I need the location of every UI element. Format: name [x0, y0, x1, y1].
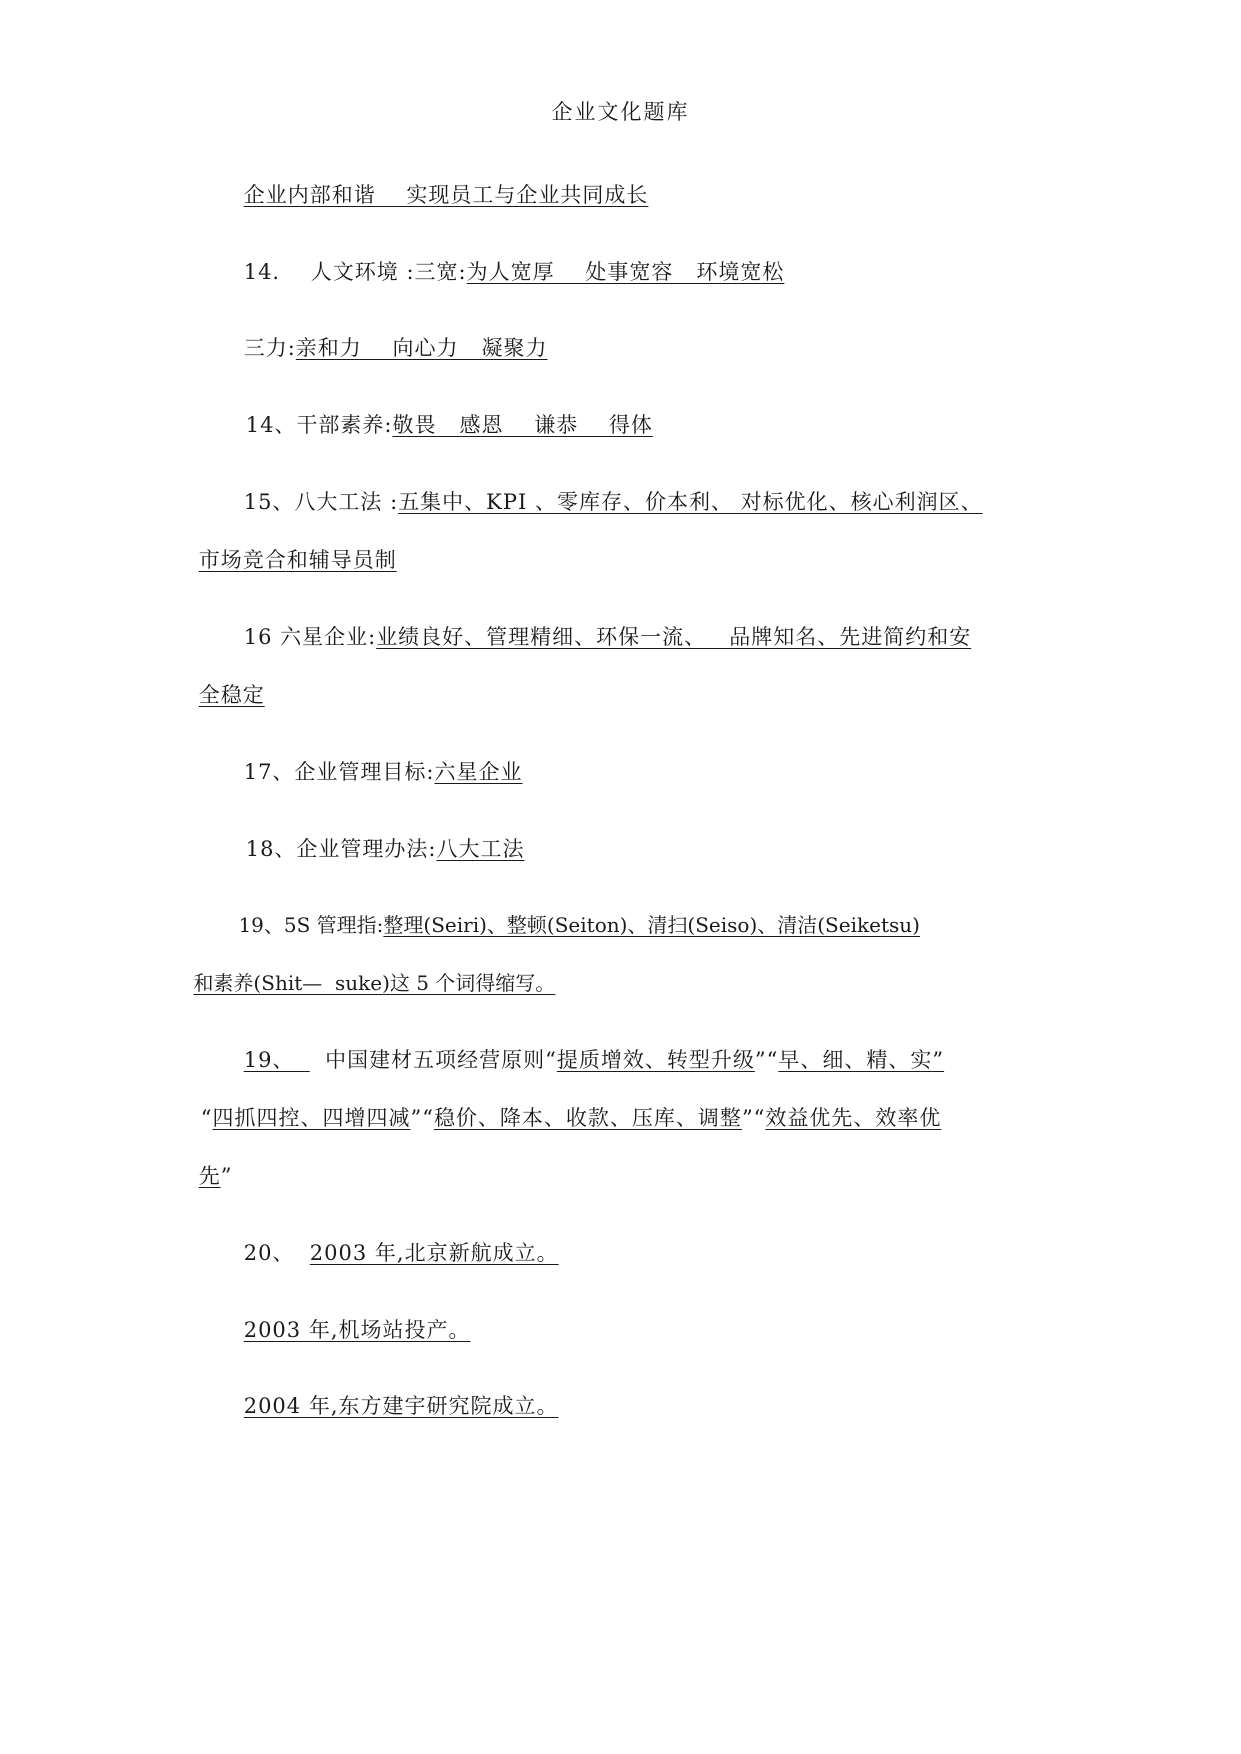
answer-text: 企业内部和谐 实现员工与企业共同成长: [243, 183, 649, 207]
answer-text: 六星企业: [434, 760, 523, 784]
quote-mark: ”: [932, 1048, 945, 1072]
text-line: [213, 1361, 559, 1451]
quote-mark: ”“: [754, 1048, 779, 1072]
question-label: 17、企业管理目标:: [243, 760, 435, 784]
answer-text: 五集中、KPI 、零库存、价本利、 对标优化、核心利润区、: [398, 490, 983, 514]
quote-mark: ”“: [410, 1106, 434, 1130]
answer-text: 先: [198, 1164, 221, 1188]
answer-text: 和素养(Shit— suke)这 5 个词得缩写。: [193, 971, 556, 995]
question-label: 19、5S 管理指:: [238, 913, 384, 937]
answer-text: 提质增效、转型升级: [556, 1048, 755, 1072]
answer-text: 敬畏 感恩 谦恭 得体: [392, 413, 653, 437]
question-number: 19、: [243, 1048, 310, 1072]
answer-text: 效益优先、效率优: [765, 1106, 942, 1130]
question-label: 18、企业管理办法:: [245, 837, 437, 861]
question-16: [213, 592, 971, 682]
question-label: 14. 人文环境 :三宽:: [243, 260, 467, 284]
question-label: 中国建材五项经营原则“: [309, 1048, 557, 1072]
answer-text: 稳价、降本、收款、压库、调整: [433, 1106, 742, 1130]
quote-mark: ”“: [741, 1106, 766, 1130]
answer-text: 整理(Seiri)、整顿(Seiton)、清扫(Seiso)、清洁(Seiketsu): [383, 913, 920, 937]
question-label: 三力:: [243, 336, 296, 360]
page-title: 企业文化题库: [551, 100, 690, 124]
answer-text: 全稳定: [198, 683, 265, 707]
answer-text: 市场竞合和辅导员制: [198, 548, 397, 572]
quote-mark: ”: [220, 1164, 233, 1188]
answer-text: 业绩良好、管理精细、环保一流、 品牌知名、先进简约和安: [376, 625, 972, 649]
text-line: [170, 1073, 941, 1163]
answer-text: 亲和力 向心力 凝聚力: [295, 336, 548, 360]
answer-text: 四抓四控、四增四减: [212, 1106, 411, 1130]
question-label: 14、干部素养:: [245, 413, 393, 437]
question-label: 15、八大工法 :: [243, 490, 399, 514]
answer-text: 早、细、精、实: [778, 1048, 933, 1072]
answer-text: 2004 年,东方建宇研究院成立。: [243, 1394, 559, 1418]
answer-text: 2003 年,机场站投产。: [243, 1318, 471, 1342]
answer-text: 八大工法: [436, 837, 525, 861]
question-label: 16 六星企业:: [243, 625, 377, 649]
question-label: 20、: [243, 1241, 310, 1265]
answer-text: 为人宽厚 处事宽容 环境宽松: [466, 260, 785, 284]
answer-text: 2003 年,北京新航成立。: [309, 1241, 559, 1265]
quote-mark: “: [200, 1106, 213, 1130]
